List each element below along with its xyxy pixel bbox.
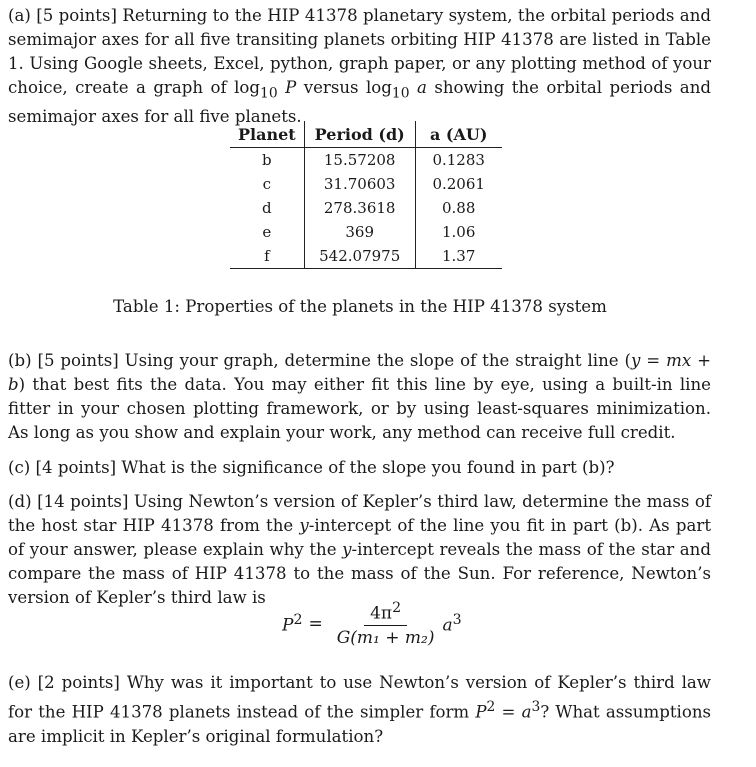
question-a (8, 4, 711, 129)
question-a-text: Returning to the HIP 41378 planetary system, the orbital periods and semimajor axes for all five transiting planets orbiting HIP 41378 are listed in Table 1. Using Google sheets, Excel, python, graph paper, or any plotting method of your choice, create a graph of (8, 6, 712, 97)
question-b-text-end: ) that best fits the data. You may either fit this line by eye, using a built-in line fitter in your chosen plotting framework, or by using least-squares minimization. As long as you show and explain your work, any method can receive full credit. (8, 375, 711, 442)
log-label: log (234, 78, 261, 97)
header-period: Period (d) (304, 121, 415, 148)
formula-equals: = (308, 613, 323, 634)
planet-properties-table (230, 121, 502, 269)
planet-semimajor-axis: 1.37 (415, 244, 502, 269)
question-d-text-end: -intercept reveals the mass of the star and compare the mass of HIP 41378 to the mass of the Sun. For reference, Newton’s version of Kepler’s third law is (8, 540, 711, 607)
table-row (230, 148, 502, 173)
question-b-text: Using your graph, determine the slope of the straight line ( (124, 351, 631, 370)
formula-fraction (333, 600, 439, 648)
formula-numerator-exponent: 2 (392, 600, 402, 616)
question-e-text-end: ? What assumptions are implicit in Kepler’s original formulation? (8, 702, 712, 746)
question-a-text-end: showing the orbital periods and semimajor axes for all five planets. (8, 78, 712, 127)
y-variable: y (299, 516, 309, 535)
header-planet: Planet (230, 121, 304, 148)
period-variable: P (475, 702, 487, 722)
period-variable: P (285, 78, 297, 97)
planet-period: 542.07975 (304, 244, 415, 269)
equals-sign: = (495, 702, 522, 722)
question-e-text: Why was it important to use Newton’s version of Kepler’s third law for the HIP 41378 planets instead of the simpler form (8, 673, 711, 722)
question-b-label: (b) [5 points] (8, 351, 119, 370)
planet-period: 31.70603 (304, 172, 415, 196)
planet-period: 278.3618 (304, 196, 415, 220)
question-d (8, 490, 711, 610)
formula-denominator: G(m₁ + m₂) (336, 627, 435, 648)
axis-exponent: 3 (531, 699, 541, 715)
planet-name: b (230, 148, 304, 173)
question-d-label: (d) [14 points] (8, 492, 129, 511)
formula-numerator (364, 600, 407, 626)
formula-period-exponent: 2 (293, 612, 303, 628)
planet-name: f (230, 244, 304, 269)
question-e (8, 671, 711, 749)
table-row (230, 244, 502, 269)
question-e-label: (e) [2 points] (8, 673, 120, 692)
header-semimajor-axis: a (AU) (415, 121, 502, 148)
table-header-row (230, 121, 502, 148)
formula-lhs (282, 612, 302, 636)
formula-numerator-text: 4π (370, 603, 393, 624)
log-label: log (365, 78, 392, 97)
formula-rhs (443, 612, 462, 636)
table-caption: Table 1: Properties of the planets in the HIP 41378 system (113, 297, 607, 316)
question-a-label: (a) [5 points] (8, 6, 117, 25)
versus-text: versus (296, 78, 366, 97)
axis-variable: a (521, 702, 532, 722)
question-c-text: What is the significance of the slope you found in part (b)? (121, 458, 615, 477)
planet-period: 15.57208 (304, 148, 415, 173)
formula-axis-exponent: 3 (452, 612, 462, 628)
formula-axis: a (442, 615, 453, 636)
question-b (8, 349, 711, 445)
planet-name: c (230, 172, 304, 196)
table-row (230, 196, 502, 220)
question-c-label: (c) [4 points] (8, 458, 117, 477)
table-row (230, 172, 502, 196)
log-base: 10 (260, 85, 278, 102)
period-exponent: 2 (486, 699, 496, 715)
question-c (8, 456, 711, 480)
planet-semimajor-axis: 0.2061 (432, 175, 485, 193)
planet-semimajor-axis: 0.1283 (432, 151, 485, 169)
axis-variable: a (416, 78, 427, 97)
question-d-text-mid: -intercept of the line you fit in part (b). As part of your answer, please explain why the (8, 516, 711, 559)
planet-semimajor-axis: 0.88 (441, 199, 476, 217)
planet-period: 369 (304, 220, 415, 244)
line-equation: y = mx + b (8, 351, 711, 394)
planet-name: e (230, 220, 304, 244)
planet-semimajor-axis: 1.06 (441, 223, 476, 241)
y-variable: y (342, 540, 352, 559)
formula-period: P (282, 615, 294, 636)
planet-name: d (230, 196, 304, 220)
question-d-text: Using Newton’s version of Kepler’s third law, determine the mass of the host star HIP 41378 from the (8, 492, 711, 535)
table-row (230, 220, 502, 244)
kepler-formula (282, 600, 462, 648)
log-base: 10 (391, 85, 410, 102)
